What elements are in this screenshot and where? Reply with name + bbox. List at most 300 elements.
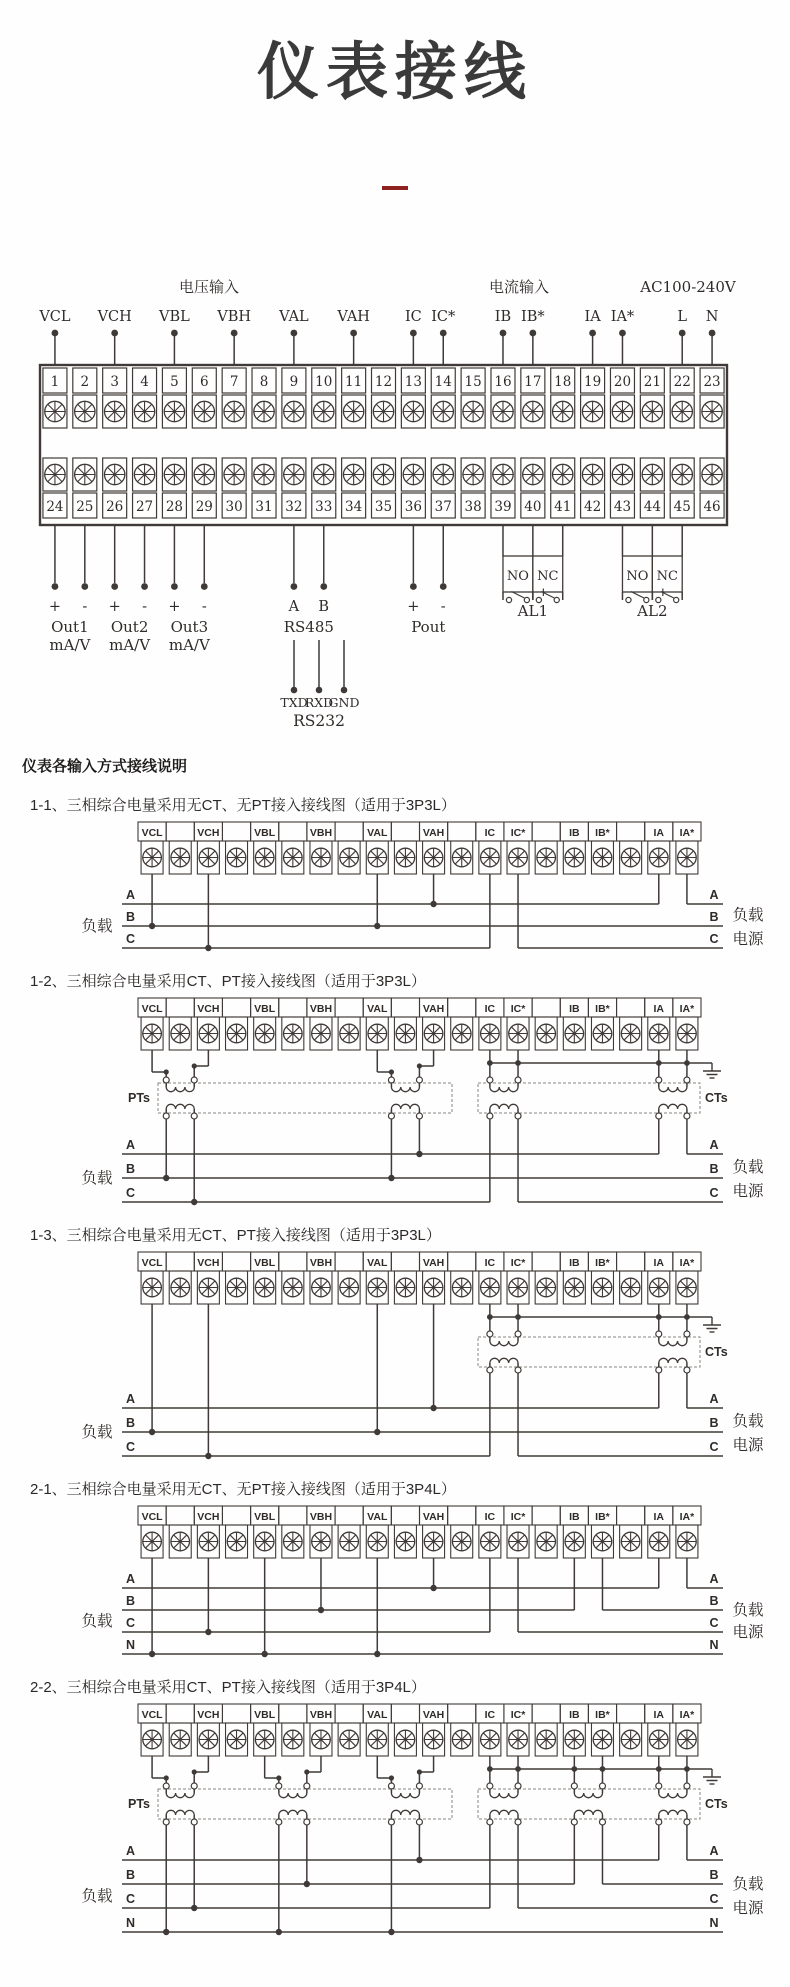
strip-terminal-label: VCH: [197, 1257, 220, 1269]
terminal-number: 14: [434, 374, 452, 390]
coil: [279, 1810, 307, 1815]
strip-terminal-label: VCL: [141, 1709, 163, 1721]
section-heading: 仪表各输入方式接线说明: [22, 758, 188, 775]
relay-label: AL1: [517, 602, 549, 620]
junction-dot: [389, 1775, 394, 1780]
junction-dot: [417, 1769, 422, 1774]
output-label: Out1: [51, 618, 89, 636]
output-label: Out2: [110, 618, 149, 636]
diagram-title-1-2: 1-2、三相综合电量采用CT、PT接入接线图（适用于3P3L）: [30, 973, 426, 990]
strip-terminal-label: VAH: [422, 1709, 445, 1721]
phase-label-right: C: [709, 1440, 719, 1454]
junction-dot: [374, 923, 380, 929]
polarity-label: -: [82, 599, 88, 615]
coil: [659, 1087, 687, 1092]
junction-dot: [290, 330, 297, 337]
strip-label-cell: [166, 1704, 194, 1723]
phase-label-left: A: [126, 1844, 136, 1858]
coil: [659, 1793, 687, 1798]
strip-terminal-label: VBL: [254, 1709, 276, 1721]
strip-terminal-label: VCH: [197, 1709, 220, 1721]
junction-dot: [171, 583, 178, 590]
terminal-label: VCH: [97, 309, 132, 325]
output-unit: mA/V: [168, 636, 210, 654]
strip-label-cell: [617, 822, 645, 841]
junction-dot: [679, 330, 686, 337]
junction-dot: [191, 1199, 197, 1205]
terminal-number: 24: [46, 499, 64, 515]
strip-label-cell: [222, 1252, 250, 1271]
terminal-circle: [515, 1783, 521, 1789]
strip-label-cell: [448, 998, 476, 1017]
relay-label: AL2: [637, 602, 668, 620]
terminal-circle: [656, 1783, 662, 1789]
strip-terminal-label: IC*: [510, 1709, 526, 1721]
terminal-circle: [487, 1113, 493, 1119]
strip-terminal-label: VAL: [367, 1257, 388, 1269]
junction-dot: [52, 330, 59, 337]
strip-terminal-label: VAL: [367, 1709, 388, 1721]
polarity-label: -: [142, 599, 147, 615]
terminal-number: 29: [195, 499, 213, 515]
coil: [391, 1793, 419, 1798]
terminal-circle: [656, 1113, 662, 1119]
terminal-label: L: [677, 309, 688, 325]
coil: [659, 1810, 687, 1815]
load-source-label: 负载: [732, 1413, 764, 1430]
phase-label-left: A: [126, 1392, 136, 1406]
terminal-number: 6: [199, 374, 209, 390]
strip-terminal-label: VAH: [422, 1511, 445, 1523]
strip-label-cell: [335, 822, 363, 841]
terminal-number: 7: [229, 374, 239, 390]
terminal-number: 5: [170, 374, 179, 390]
phase-label-right: B: [709, 1594, 719, 1608]
strip-label-cell: [532, 822, 560, 841]
terminal-number: 25: [76, 499, 94, 515]
strip-terminal-label: IC: [484, 1709, 496, 1721]
phase-label-left: B: [126, 1594, 136, 1608]
terminal-number: 33: [315, 499, 333, 515]
strip-label-cell: [448, 1704, 476, 1723]
terminal-number: 38: [464, 499, 482, 515]
strip-terminal-label: VBL: [254, 1257, 276, 1269]
pts-label: PTs: [128, 1797, 150, 1811]
strip-label-cell: [391, 1704, 419, 1723]
strip-label-cell: [617, 1506, 645, 1525]
junction-dot: [430, 1405, 436, 1411]
strip-terminal-label: IA*: [679, 1709, 695, 1721]
terminal-circle: [684, 1819, 690, 1825]
cts-box: [478, 1789, 700, 1819]
polarity-label: +: [108, 599, 121, 615]
strip-label-cell: [335, 1506, 363, 1525]
strip-label-cell: [391, 1506, 419, 1525]
coil: [574, 1810, 602, 1815]
strip-terminal-label: IC: [484, 1257, 496, 1269]
junction-dot: [374, 1651, 380, 1657]
coil: [490, 1341, 518, 1346]
junction-dot: [571, 1766, 577, 1772]
terminal-number: 12: [374, 374, 393, 390]
strip-terminal-label: IB*: [595, 827, 610, 839]
junction-dot: [205, 1629, 211, 1635]
cts-label: CTs: [705, 1091, 728, 1105]
coil: [490, 1793, 518, 1798]
strip-label-cell: [166, 1252, 194, 1271]
coil: [391, 1104, 419, 1109]
junction-dot: [164, 1069, 169, 1074]
terminal-circle: [487, 1077, 493, 1083]
strip-terminal-label: IC: [484, 1003, 496, 1015]
terminal-number: 4: [140, 374, 149, 390]
phase-label-right: A: [709, 1392, 719, 1406]
diagram-title-1-3: 1-3、三相综合电量采用无CT、PT接入接线图（适用于3P3L）: [30, 1227, 441, 1244]
strip-terminal-label: IC*: [510, 1003, 526, 1015]
output-unit: mA/V: [49, 636, 91, 654]
terminal-label: IC: [404, 309, 422, 325]
junction-dot: [416, 1857, 422, 1863]
relay-contact-label: NO: [626, 569, 649, 584]
phase-label-left: N: [126, 1638, 136, 1652]
terminal-circle: [599, 1783, 605, 1789]
phase-label-left: C: [126, 1616, 136, 1630]
junction-dot: [350, 330, 357, 337]
terminal-circle: [388, 1819, 394, 1825]
terminal-circle: [684, 1077, 690, 1083]
rs232-pin-label: GND: [328, 695, 360, 710]
pts-box: [158, 1083, 452, 1113]
phase-label-right: A: [709, 1844, 719, 1858]
terminal-circle: [506, 597, 511, 602]
phase-label-left: B: [126, 910, 136, 924]
strip-terminal-label: IC: [484, 1511, 496, 1523]
terminal-number: 19: [584, 374, 602, 390]
strip-terminal-label: VAL: [367, 1511, 388, 1523]
terminal-number: 45: [673, 499, 691, 515]
phase-label-left: C: [126, 932, 136, 946]
load-source-label: 电源: [732, 1624, 764, 1641]
terminal-circle: [571, 1783, 577, 1789]
wiring-diagram-2-1: [81, 1506, 764, 1657]
coil: [574, 1793, 602, 1798]
strip-terminal-label: IC*: [510, 1511, 526, 1523]
wiring-diagram-1-2: [81, 998, 764, 1205]
terminal-label: IA*: [610, 309, 635, 325]
main-terminal-diagram: [38, 278, 737, 730]
strip-terminal-label: VBH: [309, 1257, 333, 1269]
group-label: AC100-240V: [640, 278, 736, 296]
polarity-label: -: [201, 599, 207, 615]
terminal-circle: [554, 597, 559, 602]
terminal-circle: [416, 1077, 422, 1083]
strip-terminal-label: VBH: [309, 1003, 333, 1015]
strip-label-cell: [166, 822, 194, 841]
junction-dot: [416, 1151, 422, 1157]
terminal-circle: [191, 1113, 197, 1119]
cts-label: CTs: [705, 1345, 728, 1359]
strip-terminal-label: IA: [653, 1003, 665, 1015]
terminal-number: 32: [285, 499, 303, 515]
junction-dot: [389, 1069, 394, 1074]
junction-dot: [684, 1314, 690, 1320]
strip-label-cell: [532, 1506, 560, 1525]
terminal-number: 42: [584, 499, 602, 515]
junction-dot: [149, 923, 155, 929]
strip-terminal-label: IB*: [595, 1511, 610, 1523]
strip-label-cell: [279, 822, 307, 841]
terminal-label: N: [705, 309, 719, 325]
phase-label-right: B: [709, 910, 719, 924]
strip-label-cell: [617, 1704, 645, 1723]
strip-terminal-label: VBH: [309, 1511, 333, 1523]
junction-dot: [261, 1651, 267, 1657]
terminal-circle: [571, 1819, 577, 1825]
strip-terminal-label: VBL: [254, 1003, 276, 1015]
strip-terminal-label: VBL: [254, 1511, 276, 1523]
phase-label-left: C: [126, 1186, 136, 1200]
strip-terminal-label: IA: [653, 827, 665, 839]
phase-label-right: N: [709, 1916, 719, 1930]
phase-label-left: N: [126, 1916, 136, 1930]
junction-dot: [515, 1766, 521, 1772]
strip-label-cell: [222, 998, 250, 1017]
strip-terminal-label: IB: [569, 1257, 580, 1269]
junction-dot: [430, 1585, 436, 1591]
coil: [490, 1104, 518, 1109]
strip-terminal-label: IC*: [510, 827, 526, 839]
rs232-label: RS232: [293, 712, 345, 730]
phase-label-right: B: [709, 1868, 719, 1882]
terminal-circle: [388, 1077, 394, 1083]
strip-label-cell: [279, 998, 307, 1017]
terminal-number: 30: [225, 499, 243, 515]
strip-label-cell: [391, 998, 419, 1017]
terminal-circle: [163, 1113, 169, 1119]
phase-label-left: B: [126, 1416, 136, 1430]
junction-dot: [171, 330, 178, 337]
strip-terminal-label: IA: [653, 1257, 665, 1269]
junction-dot: [589, 330, 596, 337]
terminal-number: 22: [673, 374, 691, 390]
polarity-label: -: [440, 599, 446, 615]
terminal-label: VBL: [159, 309, 190, 325]
cts-box: [478, 1083, 700, 1113]
junction-dot: [515, 1060, 521, 1066]
strip-terminal-label: IA: [653, 1709, 665, 1721]
output-label: Out3: [170, 618, 209, 636]
junction-dot: [619, 330, 626, 337]
strip-label-cell: [166, 1506, 194, 1525]
strip-terminal-label: IA: [653, 1511, 665, 1523]
coil: [166, 1104, 194, 1109]
terminal-circle: [656, 1077, 662, 1083]
terminal-label: VAH: [337, 309, 370, 325]
terminal-number: 41: [554, 499, 572, 515]
terminal-number: 15: [464, 374, 482, 390]
cts-box: [478, 1337, 700, 1367]
strip-terminal-label: VBH: [309, 827, 333, 839]
terminal-number: 13: [404, 374, 422, 390]
junction-dot: [304, 1769, 309, 1774]
terminal-circle: [163, 1077, 169, 1083]
junction-dot: [487, 1314, 493, 1320]
terminal-circle: [515, 1367, 521, 1373]
strip-label-cell: [279, 1252, 307, 1271]
junction-dot: [291, 687, 298, 694]
terminal-label: IC*: [431, 309, 456, 325]
junction-dot: [111, 330, 118, 337]
strip-terminal-label: IA*: [679, 827, 695, 839]
junction-dot: [320, 583, 327, 590]
load-label: 负载: [81, 1888, 113, 1905]
terminal-circle: [191, 1783, 197, 1789]
terminal-circle: [656, 1367, 662, 1373]
junction-dot: [388, 1175, 394, 1181]
junction-dot: [163, 1175, 169, 1181]
terminal-number: 17: [524, 374, 542, 390]
junction-dot: [656, 1766, 662, 1772]
terminal-circle: [163, 1783, 169, 1789]
terminal-number: 31: [255, 499, 273, 515]
junction-dot: [276, 1775, 281, 1780]
phase-label-right: A: [709, 888, 719, 902]
strip-terminal-label: IB*: [595, 1003, 610, 1015]
terminal-circle: [487, 1783, 493, 1789]
page-title: 仪表接线: [256, 38, 533, 107]
junction-dot: [600, 1766, 606, 1772]
junction-dot: [684, 1766, 690, 1772]
strip-terminal-label: VBL: [254, 827, 276, 839]
strip-label-cell: [279, 1506, 307, 1525]
relay-contact-label: NC: [656, 569, 678, 584]
strip-terminal-label: IA*: [679, 1511, 695, 1523]
phase-label-right: C: [709, 1892, 719, 1906]
strip-terminal-label: IA*: [679, 1003, 695, 1015]
junction-dot: [231, 330, 238, 337]
junction-dot: [192, 1063, 197, 1068]
junction-dot: [52, 583, 59, 590]
junction-dot: [149, 1429, 155, 1435]
terminal-circle: [487, 1331, 493, 1337]
terminal-number: 1: [50, 374, 60, 390]
load-label: 负载: [81, 1170, 113, 1187]
coil: [279, 1793, 307, 1798]
strip-label-cell: [448, 1252, 476, 1271]
junction-dot: [656, 1060, 662, 1066]
load-source-label: 电源: [732, 1900, 764, 1917]
output-label: Pout: [411, 618, 446, 636]
load-label: 负载: [81, 918, 113, 935]
junction-dot: [684, 1060, 690, 1066]
strip-label-cell: [222, 1506, 250, 1525]
terminal-number: 35: [374, 499, 393, 515]
terminal-label: IB: [494, 309, 512, 325]
strip-terminal-label: VCH: [197, 827, 220, 839]
junction-dot: [163, 1929, 169, 1935]
terminal-number: 10: [315, 374, 333, 390]
load-source-label: 负载: [732, 1876, 764, 1893]
terminal-number: 37: [434, 499, 452, 515]
polarity-label: +: [407, 599, 420, 615]
terminal-number: 27: [135, 499, 154, 515]
strip-label-cell: [279, 1704, 307, 1723]
terminal-circle: [304, 1819, 310, 1825]
terminal-circle: [191, 1819, 197, 1825]
phase-label-right: C: [709, 932, 719, 946]
terminal-label: IB*: [521, 309, 545, 325]
terminal-circle: [656, 1819, 662, 1825]
polarity-label: A: [288, 599, 300, 615]
terminal-circle: [487, 1367, 493, 1373]
junction-dot: [410, 330, 417, 337]
junction-dot: [341, 687, 348, 694]
group-label: 电压输入: [178, 278, 240, 296]
wiring-diagram-2-2: [81, 1704, 764, 1935]
phase-label-left: B: [126, 1868, 136, 1882]
load-source-label: 电源: [732, 931, 764, 948]
coil: [391, 1810, 419, 1815]
terminal-number: 40: [524, 499, 542, 515]
terminal-number: 3: [110, 374, 119, 390]
terminal-circle: [487, 1819, 493, 1825]
strip-terminal-label: IB: [569, 1003, 580, 1015]
junction-dot: [374, 1429, 380, 1435]
junction-dot: [192, 1769, 197, 1774]
load-source-label: 负载: [732, 1159, 764, 1176]
coil: [659, 1358, 687, 1363]
strip-label-cell: [335, 1252, 363, 1271]
terminal-circle: [674, 597, 679, 602]
strip-terminal-label: VBH: [309, 1709, 333, 1721]
junction-dot: [141, 583, 148, 590]
group-label: 电流输入: [488, 278, 550, 296]
wiring-diagram-1-1: [81, 822, 764, 951]
rs232-pin-label: TXD: [280, 695, 308, 710]
load-label: 负载: [81, 1613, 113, 1630]
terminal-label: VBH: [217, 309, 252, 325]
coil: [490, 1810, 518, 1815]
terminal-number: 11: [345, 374, 363, 390]
terminal-circle: [416, 1819, 422, 1825]
strip-terminal-label: VAL: [367, 827, 388, 839]
junction-dot: [318, 1607, 324, 1613]
terminal-number: 8: [259, 374, 269, 390]
junction-dot: [164, 1775, 169, 1780]
polarity-label: +: [168, 599, 181, 615]
terminal-number: 28: [165, 499, 184, 515]
terminal-circle: [515, 1077, 521, 1083]
terminal-number: 34: [345, 499, 363, 515]
terminal-circle: [163, 1819, 169, 1825]
junction-dot: [410, 583, 417, 590]
terminal-number: 46: [703, 499, 721, 515]
relay-contact-label: NC: [537, 569, 559, 584]
coil: [166, 1793, 194, 1798]
terminal-number: 39: [494, 499, 512, 515]
junction-dot: [205, 1453, 211, 1459]
polarity-label: B: [318, 599, 330, 615]
junction-dot: [500, 330, 507, 337]
phase-label-left: A: [126, 1572, 136, 1586]
strip-terminal-label: VAH: [422, 1257, 445, 1269]
junction-dot: [656, 1314, 662, 1320]
strip-label-cell: [222, 1704, 250, 1723]
pts-label: PTs: [128, 1091, 150, 1105]
junction-dot: [201, 583, 208, 590]
strip-terminal-label: VCL: [141, 1003, 163, 1015]
terminal-number: 2: [80, 374, 90, 390]
